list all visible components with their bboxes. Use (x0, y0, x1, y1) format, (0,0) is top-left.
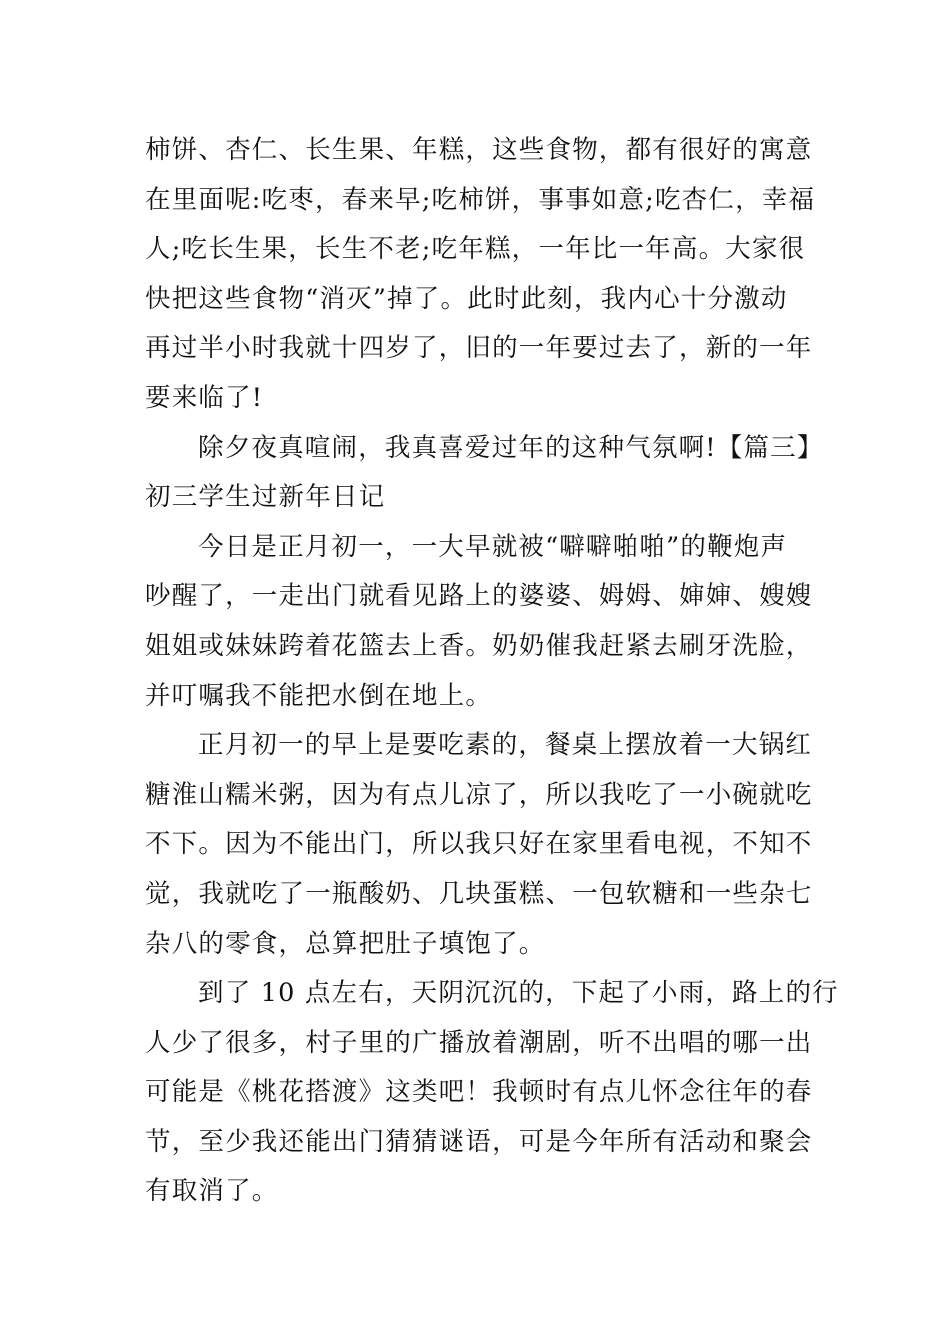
text-line: 要来临了! (145, 382, 264, 413)
text-line: 除夕夜真喧闹，我真喜爱过年的这种气氛啊!【篇三】 (198, 432, 824, 463)
text-line: 快把这些食物“消灭”掉了。此时此刻，我内心十分激动 (145, 283, 788, 314)
text-line: 在里面呢:吃枣，春来早;吃柿饼，事事如意;吃杏仁，幸福 (145, 184, 816, 215)
document-body (145, 126, 839, 1217)
text-line: 初三学生过新年日记 (145, 482, 386, 513)
text-line: 糖淮山糯米粥，因为有点儿凉了，所以我吃了一小碗就吃 (145, 779, 813, 810)
text-line: 姐姐或妹妹跨着花篮去上香。奶奶催我赶紧去刷牙洗脸， (145, 630, 813, 661)
text-line: 吵醒了，一走出门就看见路上的婆婆、姆姆、婶婶、嫂嫂 (145, 581, 813, 612)
text-line: 觉，我就吃了一瓶酸奶、几块蛋糕、一包软糖和一些杂七 (145, 878, 813, 909)
text-line: 今日是正月初一，一大早就被“噼噼啪啪”的鞭炮声 (198, 531, 788, 562)
text-line: 再过半小时我就十四岁了，旧的一年要过去了，新的一年 (145, 333, 813, 364)
text-line: 柿饼、杏仁、长生果、年糕，这些食物，都有很好的寓意 (145, 135, 813, 165)
text-line: 节，至少我还能出门猜猜谜语，可是今年所有活动和聚会 (145, 1126, 813, 1157)
text-line: 人少了很多，村子里的广播放着潮剧，听不出唱的哪一出 (145, 1027, 813, 1058)
text-line: 可能是《桃花搭渡》这类吧！我顿时有点儿怀念往年的春 (145, 1077, 813, 1108)
text-line: 到了 10 点左右，天阴沉沉的，下起了小雨，路上的行 (198, 978, 839, 1009)
text-line: 有取消了。 (145, 1176, 279, 1207)
text-line: 正月初一的早上是要吃素的，餐桌上摆放着一大锅红 (198, 730, 813, 761)
text-line: 不下。因为不能出门，所以我只好在家里看电视，不知不 (145, 829, 813, 860)
text-line: 人;吃长生果，长生不老;吃年糕，一年比一年高。大家很 (145, 234, 806, 265)
text-line: 并叮嘱我不能把水倒在地上。 (145, 680, 493, 711)
text-line: 杂八的零食，总算把肚子填饱了。 (145, 928, 546, 959)
